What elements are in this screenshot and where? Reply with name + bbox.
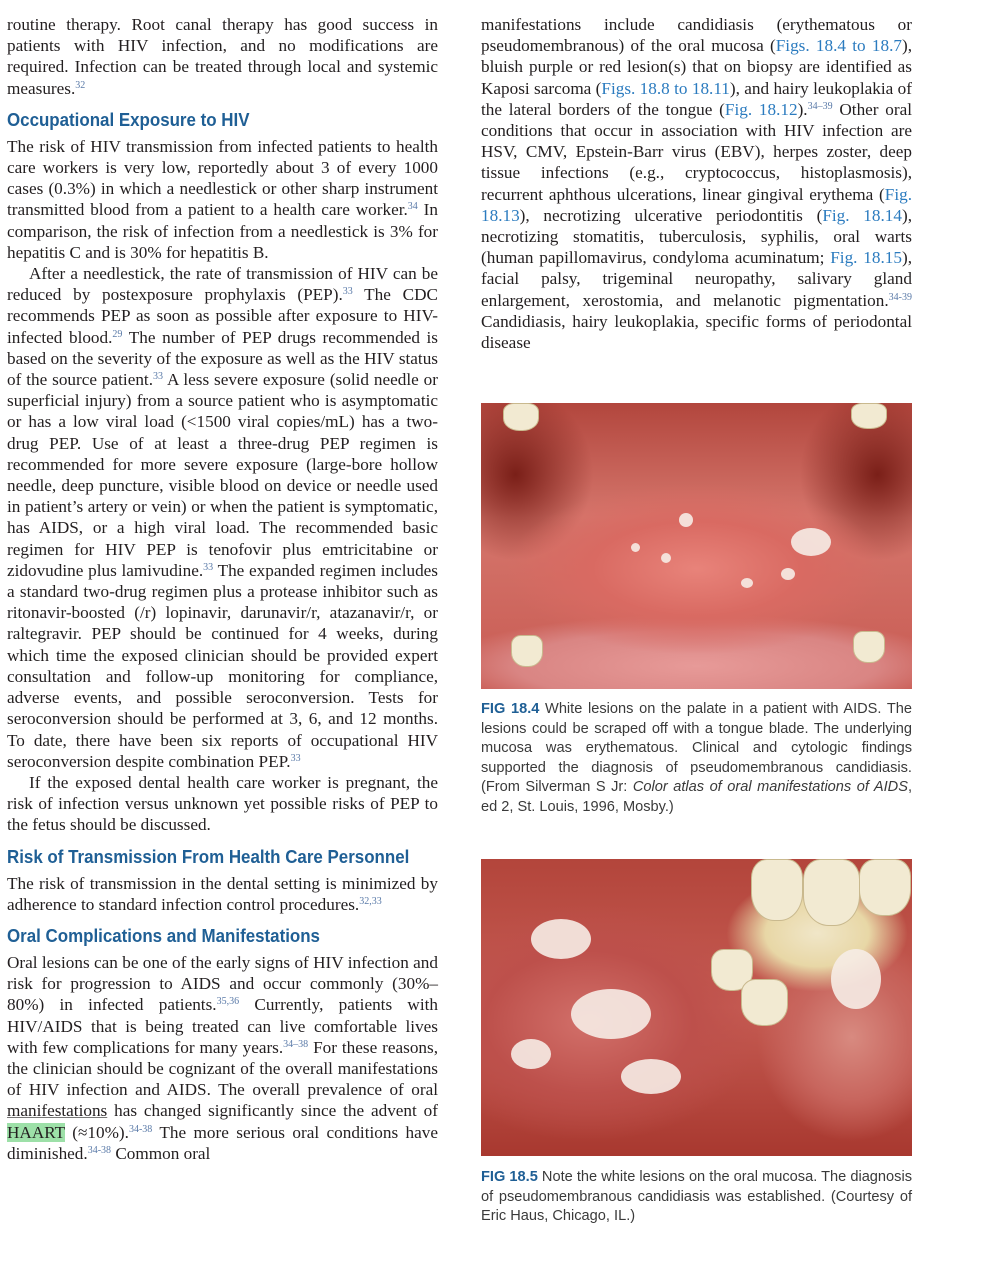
underlined-word: manifestations — [7, 1101, 108, 1121]
lesion — [661, 553, 671, 563]
intro-paragraph: routine therapy. Root canal therapy has good success in patients with HIV infection, and no modifications are required. Infection can be treated through local and systemic measures.$^{32}$ — [7, 15, 438, 98]
lesion — [531, 919, 591, 959]
xref-figs-18-4-to-18-7[interactable]: Figs. 18.4 to 18.7 — [775, 36, 902, 56]
tooth — [511, 635, 543, 667]
lesion — [781, 568, 795, 580]
occupational-paragraph-2: After a needlestick, the rate of transmission of HIV can be reduced by postexposure prophylaxis (PEP).$^{33}$ The CDC recommends PEP as soon as possible after exposure to HIV-infected blood.$^{29}$ The number of PEP drugs recommended is based on the severity of the exposure as well as the HIV status of the source patient.$^{33}$ A less severe exposure (solid needle or superficial injury) from a source patient who is asymptomatic or has a low viral load (<1500 viral copies/mL) has a two-drug PEP. Use of at least a three-drug PEP regimen is recommended for more severe exposure (large-bore hollow needle, deep puncture, visible blood on device or needle used in patient’s artery or vein) or when the patient is symptomatic, has AIDS, or a high viral load. The recommended basic regimen for HIV PEP is tenofovir plus emtricitabine or zidovudine plus lamivudine.$^{33}$ The expanded regimen includes a standard two-drug regimen plus a protease inhibitor such as ritonavir-boosted (/r) lopinavir, darunavir/r, atazanavir/r, or raltegravir. PEP should be continued for 4 weeks, during which time the exposed clinician should be provided expert consultation and follow-up monitoring for compliance, adverse events, and possible seroconversion. Tests for seroconversion should be performed at 3, 6, and 12 months. To date, there have been six reports of occupational HIV seroconversion despite combination PEP.$^{33}$ — [7, 264, 439, 771]
lesion — [831, 949, 881, 1009]
occupational-paragraph-3: If the exposed dental health care worker is pregnant, the risk of infection versus unknown yet possible risks of PEP to the fetus should be discussed. — [7, 772, 438, 835]
xref-fig-18-15[interactable]: Fig. 18.15 — [830, 248, 902, 268]
heading-risk-transmission: Risk of Transmission From Health Care Personnel — [7, 846, 410, 867]
lesion — [741, 578, 753, 588]
xref-figs-18-8-to-18-11[interactable]: Figs. 18.8 to 18.11 — [601, 78, 730, 98]
figure-18-4-palate-photo — [481, 403, 912, 689]
xref-fig-18-12[interactable]: Fig. 18.12 — [724, 99, 798, 119]
tooth — [751, 859, 803, 921]
right-column — [481, 14, 912, 353]
lesion — [621, 1059, 681, 1094]
risk-paragraph: The risk of transmission in the dental setting is minimized by adherence to standard infection control procedures.$^{32,33}$ — [7, 873, 438, 914]
left-column — [7, 14, 438, 1164]
tooth — [859, 859, 911, 916]
xref-fig-18-14[interactable]: Fig. 18.14 — [822, 205, 902, 225]
lesion — [631, 543, 640, 552]
tooth — [803, 859, 860, 926]
figure-18-5-oral-mucosa-photo — [481, 859, 912, 1156]
tooth — [741, 979, 788, 1026]
figure-18-4-caption: FIG 18.4 White lesions on the palate in a patient with AIDS. The lesions could be scraped off with a tongue blade. The underlying mucosa was erythematous. Clinical and cytologic findings supported the diagnosis of pseudomembranous candidiasis. (From Silverman S Jr: Color atlas of oral manifestations of AIDS, ed 2, St. Louis, 1996, Mosby.) — [481, 701, 913, 815]
lesion — [791, 528, 831, 556]
tooth — [853, 631, 885, 663]
lesion — [679, 513, 693, 527]
figure-18-5-caption: FIG 18.5 Note the white lesions on the oral mucosa. The diagnosis of pseudomembranous candidiasis was established. (Courtesy of Eric Haus, Chicago, IL.) — [481, 1169, 912, 1224]
manifestations-paragraph: manifestations include candidiasis (erythematous or pseudomembranous) of the oral mucosa (Figs. 18.4 to 18.7), bluish purple or red lesion(s) that on biopsy are identified as Kaposi sarcoma (Figs. 18.8 to 18.11), and hairy leukoplakia of the lateral borders of the tongue (Fig. 18.12).$^{34-39}$ Other oral conditions that occur in association with HIV infection are HSV, CMV, Epstein-Barr virus (EBV), herpes zoster, deep tissue infections (e.g., cryptococcus, histoplasmosis), recurrent aphthous ulcerations, linear gingival erythema (Fig. 18.13), necrotizing ulcerative periodontitis (Fig. 18.14), necrotizing stomatitis, tuberculosis, syphilis, oral warts (human papillomavirus, condyloma acuminatum; Fig. 18.15), facial palsy, trigeminal neuropathy, salivary gland enlargement, xerostomia, and melanotic pigmentation.$^{34-39}$ Candidiasis, hairy leukoplakia, specific forms of periodontal disease — [481, 15, 912, 353]
lesion — [511, 1039, 551, 1069]
tooth — [851, 403, 887, 429]
highlighted-haart[interactable]: HAART — [7, 1122, 65, 1142]
lesion — [571, 989, 651, 1039]
tooth — [503, 403, 539, 431]
xref-fig-18-13[interactable]: Fig. 18.13 — [481, 184, 912, 225]
oral-paragraph: Oral lesions can be one of the early signs of HIV infection and risk for progression to AIDS and occur commonly (30%–80%) in infected patients.$^{35,36}$ Currently, patients with HIV/AIDS that is being treated can live comfortable lives with few complications for many years.$^{34-38}$ For these reasons, the clinician should be cognizant of the overall manifestations of HIV infection and AIDS. The overall prevalence of oral manifestations has changed significantly since the advent of HAART (≈10%).$^{34-38}$ The more serious oral conditions have diminished.$^{34-38}$ Common oral — [7, 952, 438, 1163]
heading-occupational-exposure: Occupational Exposure to HIV — [7, 109, 250, 130]
occupational-paragraph-1: The risk of HIV transmission from infected patients to health care workers is very low, reportedly about 3 of every 1000 cases (0.3%) in which a needlestick or other sharp instrument transmitted blood from a patient to a health care worker.$^{34}$ In comparison, the risk of infection from a needlestick is 3% for hepatitis C and is 30% for hepatitis B. — [7, 136, 438, 262]
heading-oral-complications: Oral Complications and Manifestations — [7, 925, 320, 946]
